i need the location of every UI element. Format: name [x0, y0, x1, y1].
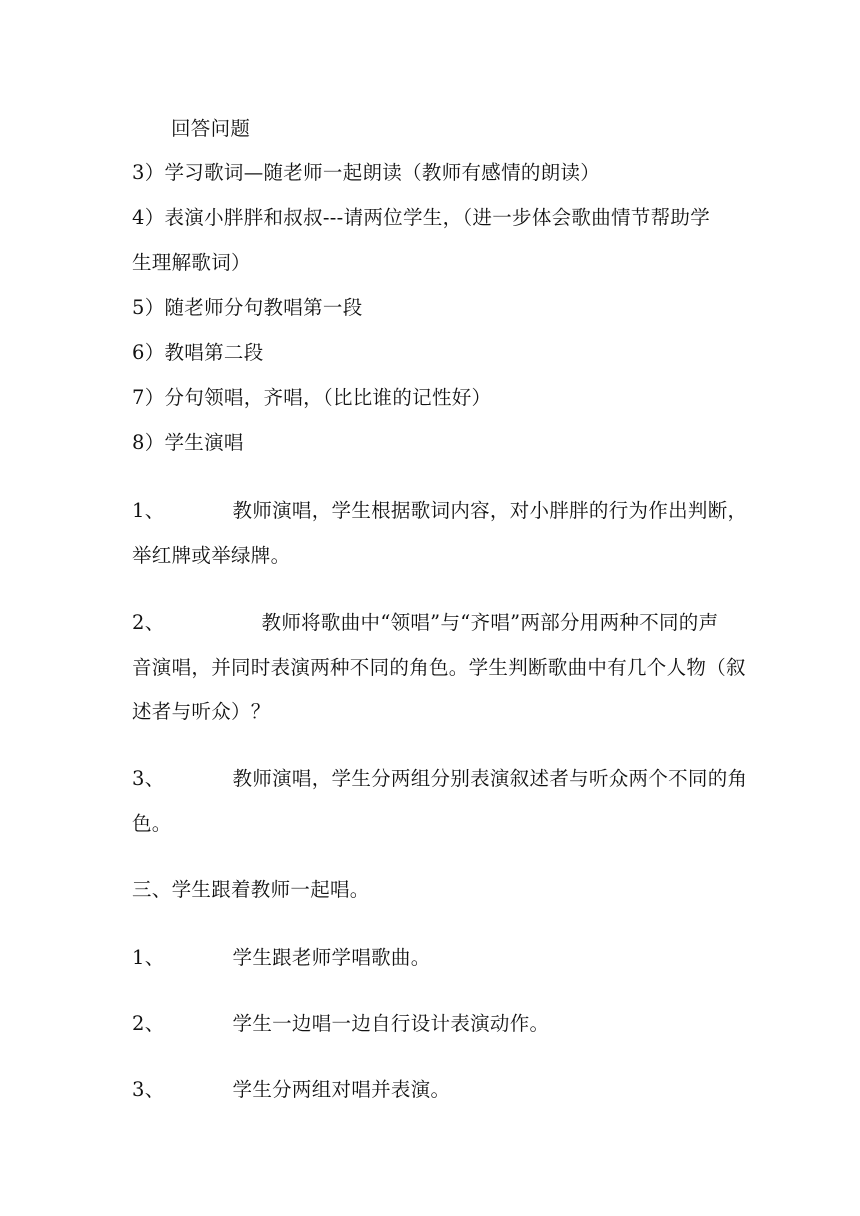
- activity-3-line-1: [132, 767, 747, 791]
- activity-3-text: 教师演唱，学生分两组分别表演叙述者与听众两个不同的角: [232, 767, 748, 790]
- section-3-item-2-text: 学生一边唱一边自行设计表演动作。: [232, 1012, 550, 1035]
- section-3-item-2-number: 2、: [132, 1012, 165, 1035]
- activity-3-line-2: 色。: [132, 812, 172, 835]
- step-7-line: 7）分句领唱，齐唱，（比比谁的记性好）: [132, 386, 492, 409]
- section-3-item-2: [132, 1012, 549, 1036]
- section-3-item-1: [132, 946, 431, 970]
- section-3-item-1-number: 1、: [132, 946, 165, 969]
- activity-1-text: 教师演唱，学生根据歌词内容，对小胖胖的行为作出判断，: [232, 499, 748, 522]
- activity-2-line-1: [132, 611, 718, 635]
- activity-2-text: 教师将歌曲中“领唱”与“齐唱”两部分用两种不同的声: [261, 611, 719, 634]
- section-3-heading: 三、学生跟着教师一起唱。: [132, 878, 370, 901]
- step-6-line: 6）教唱第二段: [132, 341, 264, 364]
- activity-2-line-3: 述者与听众）？: [132, 700, 271, 723]
- section-3-item-3: [132, 1078, 450, 1102]
- step-4-line-1: 4）表演小胖胖和叔叔---请两位学生，（进一步体会歌曲情节帮助学: [132, 206, 711, 229]
- step-8-line: 8）学生演唱: [132, 431, 244, 454]
- activity-1-line-1: [132, 499, 747, 523]
- step-3-line: 3）学习歌词—随老师一起朗读（教师有感情的朗读）: [132, 161, 601, 184]
- activity-1-line-2: 举红牌或举绿牌。: [132, 544, 291, 567]
- answer-questions-line: 回答问题: [171, 117, 251, 140]
- section-3-item-1-text: 学生跟老师学唱歌曲。: [232, 946, 431, 969]
- step-4-line-2: 生理解歌词）: [132, 251, 251, 274]
- activity-1-number: 1、: [132, 499, 165, 522]
- activity-3-number: 3、: [132, 767, 165, 790]
- section-3-item-3-number: 3、: [132, 1078, 165, 1101]
- activity-2-number: 2、: [132, 611, 165, 634]
- step-5-line: 5）随老师分句教唱第一段: [132, 296, 363, 319]
- section-3-item-3-text: 学生分两组对唱并表演。: [232, 1078, 451, 1101]
- activity-2-line-2: 音演唱，并同时表演两种不同的角色。学生判断歌曲中有几个人物（叙: [132, 656, 746, 679]
